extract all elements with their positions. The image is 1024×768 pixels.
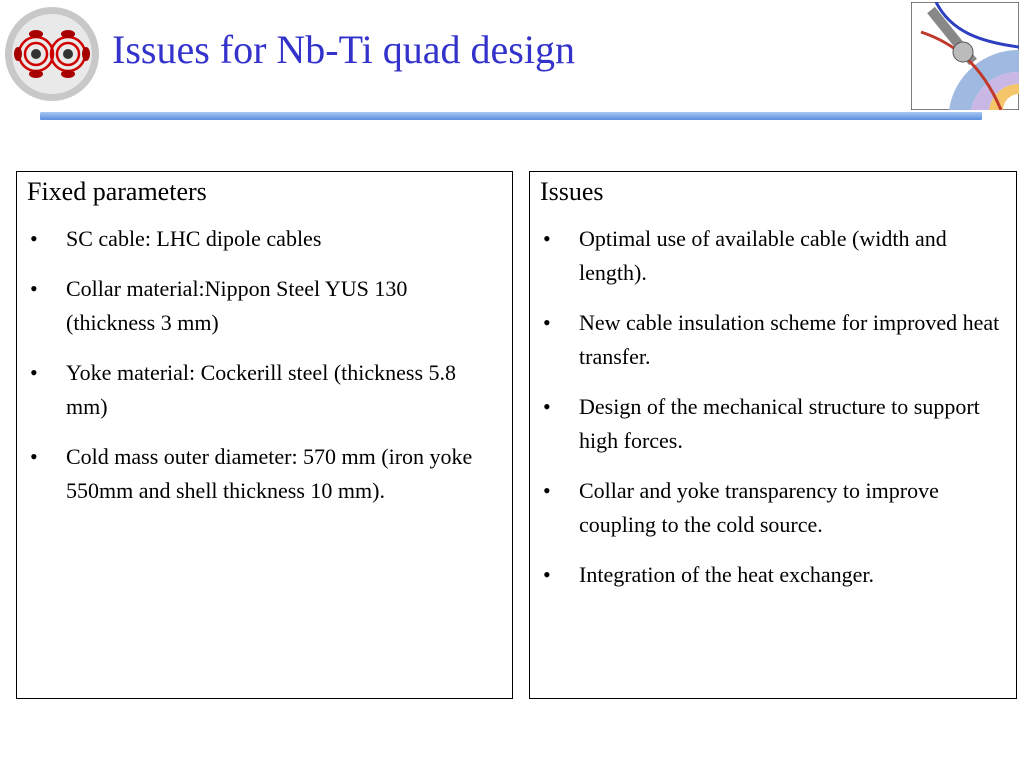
issues-heading: Issues — [540, 177, 604, 206]
magnet-cross-section-icon — [911, 2, 1019, 110]
page-title: Issues for Nb-Ti quad design — [112, 27, 575, 72]
bullet: • — [543, 562, 551, 587]
list-item-text: Integration of the heat exchanger. — [579, 562, 875, 587]
bullet: • — [543, 226, 551, 251]
lhc-magnet-logo-icon — [2, 4, 102, 104]
bullet: • — [30, 226, 38, 251]
list-item — [540, 558, 1006, 592]
list-item — [27, 440, 502, 508]
list-item-text: Yoke material: Cockerill steel (thickness 5.8 mm) — [66, 360, 457, 419]
fixed-parameters-panel — [16, 171, 513, 699]
list-item-text: New cable insulation scheme for improved heat transfer. — [579, 310, 1000, 369]
list-item — [540, 222, 1006, 290]
list-item — [27, 272, 502, 340]
bullet: • — [30, 360, 38, 385]
issues-list — [540, 222, 1006, 592]
list-item — [27, 222, 502, 256]
fixed-parameters-heading: Fixed parameters — [27, 177, 207, 206]
fixed-parameters-list — [27, 222, 502, 508]
bullet: • — [30, 276, 38, 301]
list-item — [27, 356, 502, 424]
list-item-text: Cold mass outer diameter: 570 mm (iron yoke 550mm and shell thickness 10 mm). — [66, 444, 473, 503]
list-item-text: Collar and yoke transparency to improve coupling to the cold source. — [579, 478, 939, 537]
issues-panel — [529, 171, 1017, 699]
list-item-text: Optimal use of available cable (width and length). — [579, 226, 947, 285]
title-divider — [40, 112, 982, 120]
list-item-text: Collar material:Nippon Steel YUS 130 (thickness 3 mm) — [66, 276, 408, 335]
list-item — [540, 474, 1006, 542]
bullet: • — [543, 478, 551, 503]
list-item — [540, 306, 1006, 374]
list-item-text: SC cable: LHC dipole cables — [66, 226, 322, 251]
bullet: • — [543, 394, 551, 419]
list-item-text: Design of the mechanical structure to support high forces. — [579, 394, 980, 453]
bullet: • — [543, 310, 551, 335]
bullet: • — [30, 444, 38, 469]
list-item — [540, 390, 1006, 458]
